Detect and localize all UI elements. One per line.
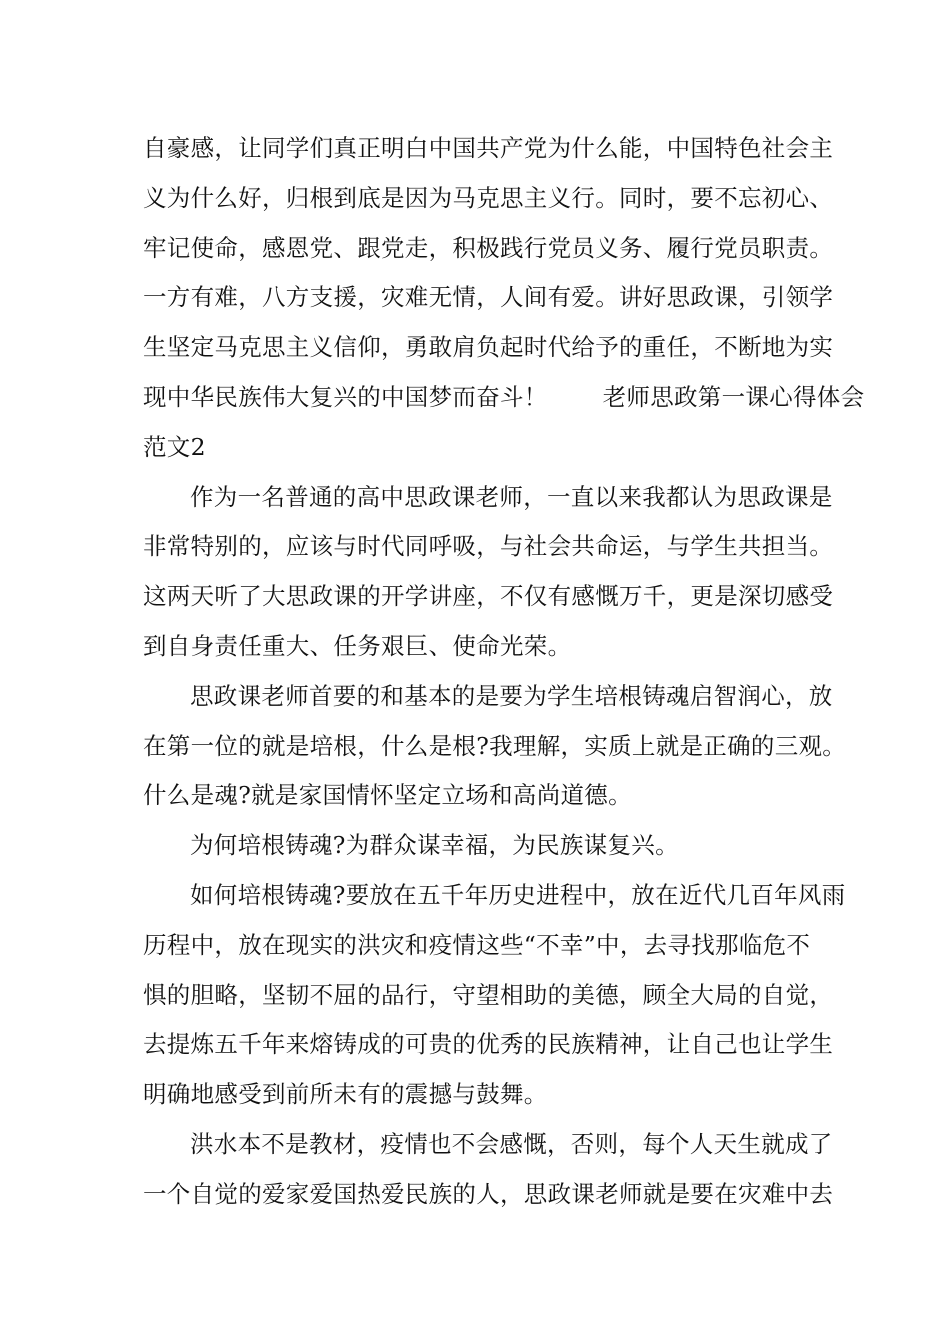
text-line: 惧的胆略，坚韧不屈的品行，守望相助的美德，顾全大局的自觉， [143, 980, 834, 1009]
paragraph-start: 作为一名普通的高中思政课老师，一直以来我都认为思政课是 [190, 482, 833, 511]
text-line: 牢记使命，感恩党、跟党走，积极践行党员义务、履行党员职责。 [143, 233, 834, 262]
document-body [143, 124, 865, 1220]
text-line: 一个自觉的爱家爱国热爱民族的人，思政课老师就是要在灾难中去 [143, 1179, 834, 1208]
text-line: 明确地感受到前所未有的震撼与鼓舞。 [143, 1080, 548, 1109]
section-heading-continued: 范文2 [143, 432, 206, 461]
text-line: 到自身责任重大、任务艰巨、使命光荣。 [143, 631, 572, 660]
text-line: 什么是魂?就是家国情怀坚定立场和高尚道德。 [143, 781, 632, 810]
paragraph-start: 如何培根铸魂?要放在五千年历史进程中，放在近代几百年风雨 [190, 880, 846, 909]
text-fragment: 现中华民族伟大复兴的中国梦而奋斗！ [143, 382, 548, 411]
text-line: 自豪感，让同学们真正明白中国共产党为什么能，中国特色社会主 [143, 134, 834, 162]
text-line: 历程中，放在现实的洪灾和疫情这些“不幸”中，去寻找那临危不 [143, 930, 811, 959]
text-line: 这两天听了大思政课的开学讲座，不仅有感慨万千，更是深切感受 [143, 582, 834, 611]
text-line: 在第一位的就是培根，什么是根?我理解，实质上就是正确的三观。 [143, 731, 847, 760]
text-line: 一方有难，八方支援，灾难无情，人间有爱。讲好思政课，引领学 [143, 283, 834, 312]
text-line: 去提炼五千年来熔铸成的可贵的优秀的民族精神，让自己也让学生 [143, 1030, 834, 1059]
paragraph-start: 思政课老师首要的和基本的是要为学生培根铸魂启智润心，放 [190, 681, 833, 710]
text-line: 生坚定马克思主义信仰，勇敢肩负起时代给予的重任，不断地为实 [143, 333, 834, 362]
text-line-with-heading [143, 373, 865, 423]
text-line: 义为什么好，归根到底是因为马克思主义行。同时，要不忘初心、 [143, 183, 834, 212]
text-line: 非常特别的，应该与时代同呼吸，与社会共命运，与学生共担当。 [143, 532, 834, 561]
paragraph-start: 为何培根铸魂?为群众谋幸福，为民族谋复兴。 [190, 831, 679, 860]
paragraph-start: 洪水本不是教材，疫情也不会感慨，否则，每个人天生就成了 [190, 1129, 833, 1158]
section-heading: 老师思政第一课心得体会 [602, 382, 865, 411]
